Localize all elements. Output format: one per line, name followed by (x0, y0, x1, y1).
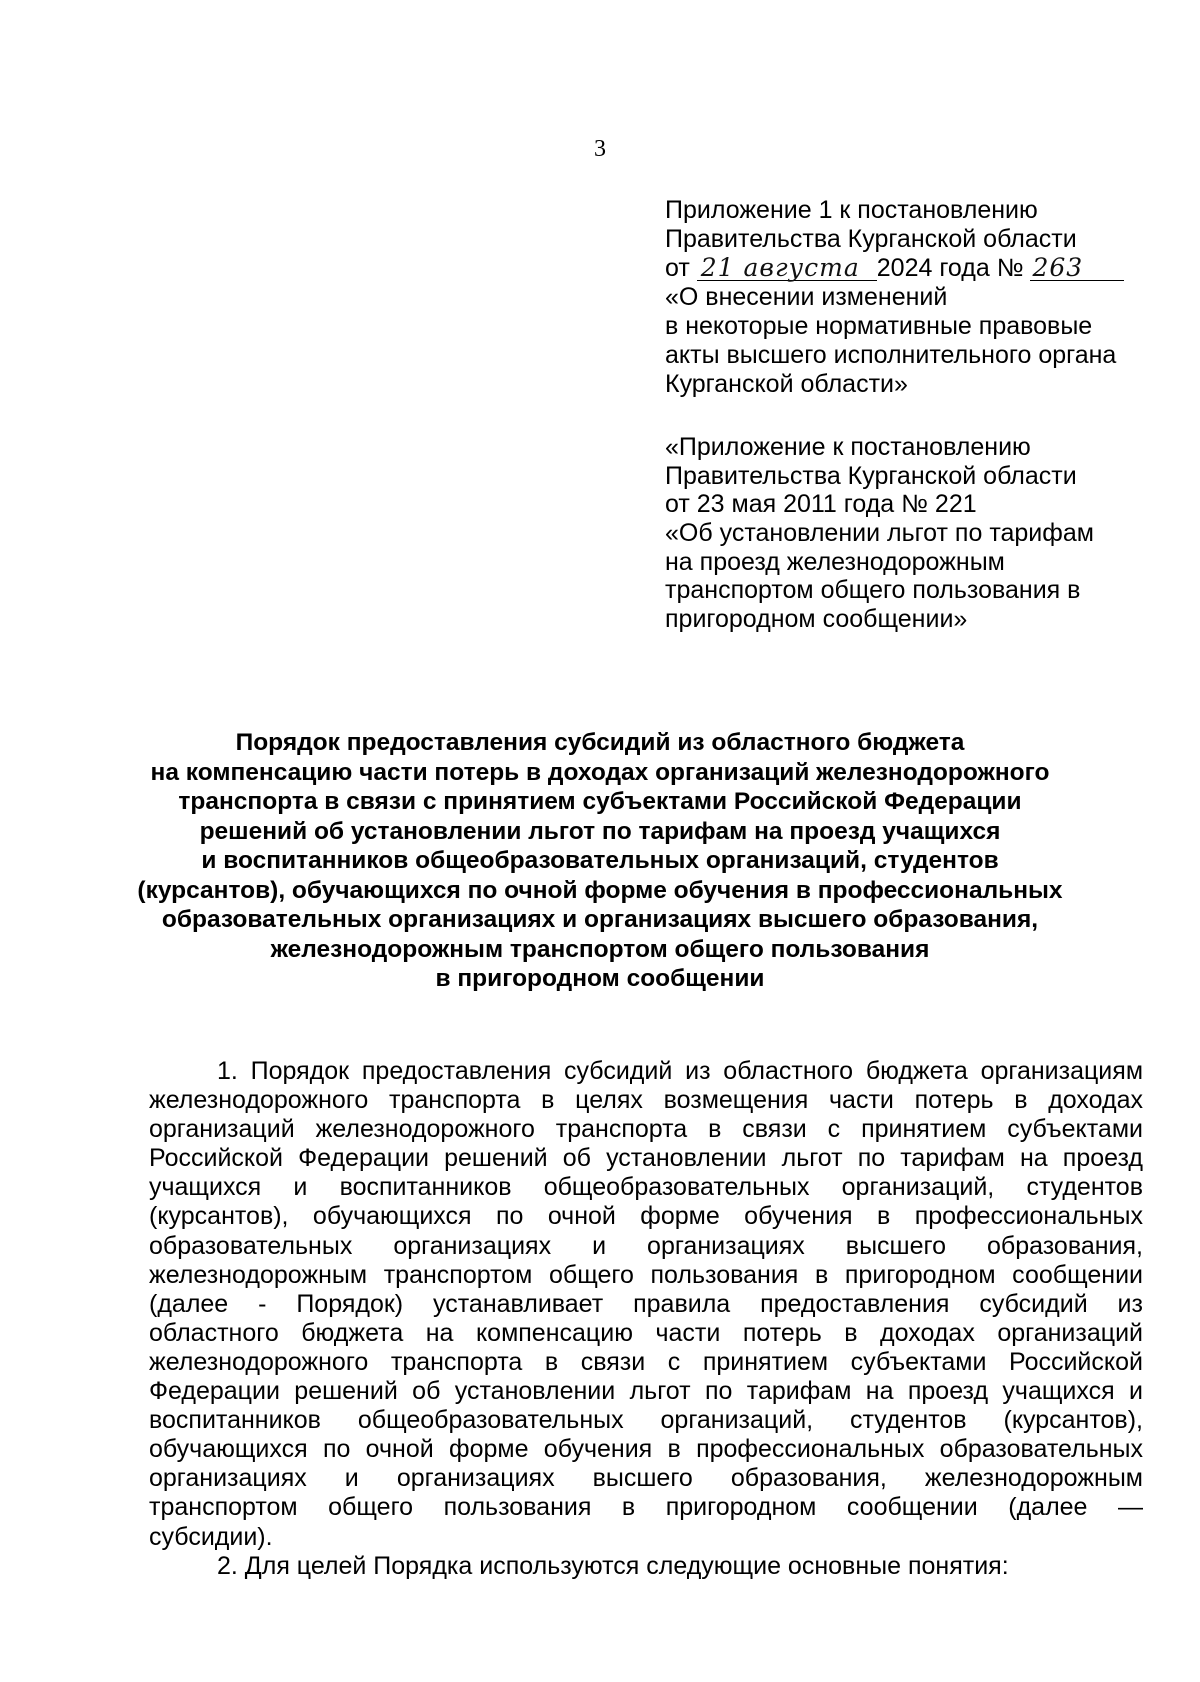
title-line: на компенсацию части потерь в доходах организаций железнодорожного (150, 758, 1050, 786)
appendix-ref-line: пригородном сообщении» (665, 605, 968, 634)
document-body (149, 1057, 1143, 1581)
paragraph-1-line: учащихся и воспитанников общеобразовательных организаций, студентов (149, 1173, 1143, 1202)
appendix-header (665, 196, 1135, 399)
paragraph-1-line: (курсантов), обучающихся по очной форме обучения в профессиональных (149, 1202, 1143, 1231)
title-line: образовательных организациях и организациях высшего образования, (161, 906, 1039, 933)
appendix-line: акты высшего исполнительного органа (665, 341, 1117, 369)
paragraph-1-line: железнодорожного транспорта в целях возмещения части потерь в доходах (149, 1086, 1143, 1115)
appendix-line: в некоторые нормативные правовые (665, 312, 1093, 340)
paragraph-1-line: областного бюджета на компенсацию части потерь в доходах организаций (149, 1318, 1143, 1347)
handwritten-number: 263 (1030, 256, 1124, 281)
appendix-line: Правительства Курганской области (665, 225, 1077, 253)
handwritten-date: 21 августа (697, 256, 877, 281)
date-prefix: от (665, 254, 690, 282)
paragraph-1-line: организациях и организациях высшего образования, железнодорожным (149, 1464, 1143, 1493)
title-line: и воспитанников общеобразовательных организаций, студентов (201, 847, 999, 874)
paragraph-1-line: железнодорожного транспорта в связи с принятием субъектами Российской (149, 1347, 1143, 1376)
appendix-line: «О внесении изменений (665, 283, 948, 311)
title-line: решений об установлении льгот по тарифам на проезд учащихся (199, 817, 1001, 845)
appendix-line: Приложение 1 к постановлению (665, 196, 1038, 224)
page-number: 3 (594, 136, 606, 162)
title-line: в пригородном сообщении (435, 965, 765, 992)
title-line: транспорта в связи с принятием субъектами Российской Федерации (178, 788, 1022, 815)
paragraph-2: 2. Для целей Порядка используются следующие основные понятия: (217, 1551, 1009, 1580)
appendix-ref-line: на проезд железнодорожным (665, 547, 1005, 576)
paragraph-1-line: Федерации решений об установлении льгот по тарифам на проезд учащихся и (149, 1377, 1143, 1406)
paragraph-1-line: Российской Федерации решений об установлении льгот по тарифам на проезд (149, 1144, 1143, 1173)
paragraph-1-line: воспитанников общеобразовательных организаций, студентов (курсантов), (149, 1406, 1143, 1435)
title-line: железнодорожным транспортом общего пользования (270, 935, 930, 963)
year-text: 2024 года № (876, 254, 1024, 282)
appendix-ref-line: Правительства Курганской области (665, 461, 1077, 490)
paragraph-1-line: образовательных организациях и организациях высшего образования, (149, 1231, 1143, 1260)
appendix-ref-line: «Об установлении льгот по тарифам (665, 519, 1094, 548)
paragraph-1-line: субсидии). (149, 1522, 273, 1551)
appendix-ref-line: от 23 мая 2011 года № 221 (665, 490, 977, 519)
appendix-ref-line: «Приложение к постановлению (665, 433, 1031, 461)
title-line: (курсантов), обучающихся по очной форме обучения в профессиональных (137, 876, 1063, 904)
paragraph-1-line: обучающихся по очной форме обучения в профессиональных образовательных (149, 1435, 1143, 1464)
paragraph-1-line: 1. Порядок предоставления субсидий из областного бюджета организациям (217, 1057, 1143, 1085)
appendix-ref-line: транспортом общего пользования в (665, 576, 1081, 605)
paragraph-1-line: организаций железнодорожного транспорта в связи с принятием субъектами (149, 1115, 1143, 1144)
appendix-line: Курганской области» (665, 370, 908, 398)
document-title (100, 728, 1100, 994)
appendix-date-line (665, 254, 1135, 283)
appendix-reference (665, 433, 1145, 634)
paragraph-1-line: (далее - Порядок) устанавливает правила предоставления субсидий из (149, 1289, 1143, 1318)
paragraph-1-line: железнодорожным транспортом общего пользования в пригородном сообщении (149, 1260, 1143, 1289)
paragraph-1-line: транспортом общего пользования в пригородном сообщении (далее — (149, 1493, 1143, 1522)
title-line: Порядок предоставления субсидий из областного бюджета (235, 729, 965, 756)
